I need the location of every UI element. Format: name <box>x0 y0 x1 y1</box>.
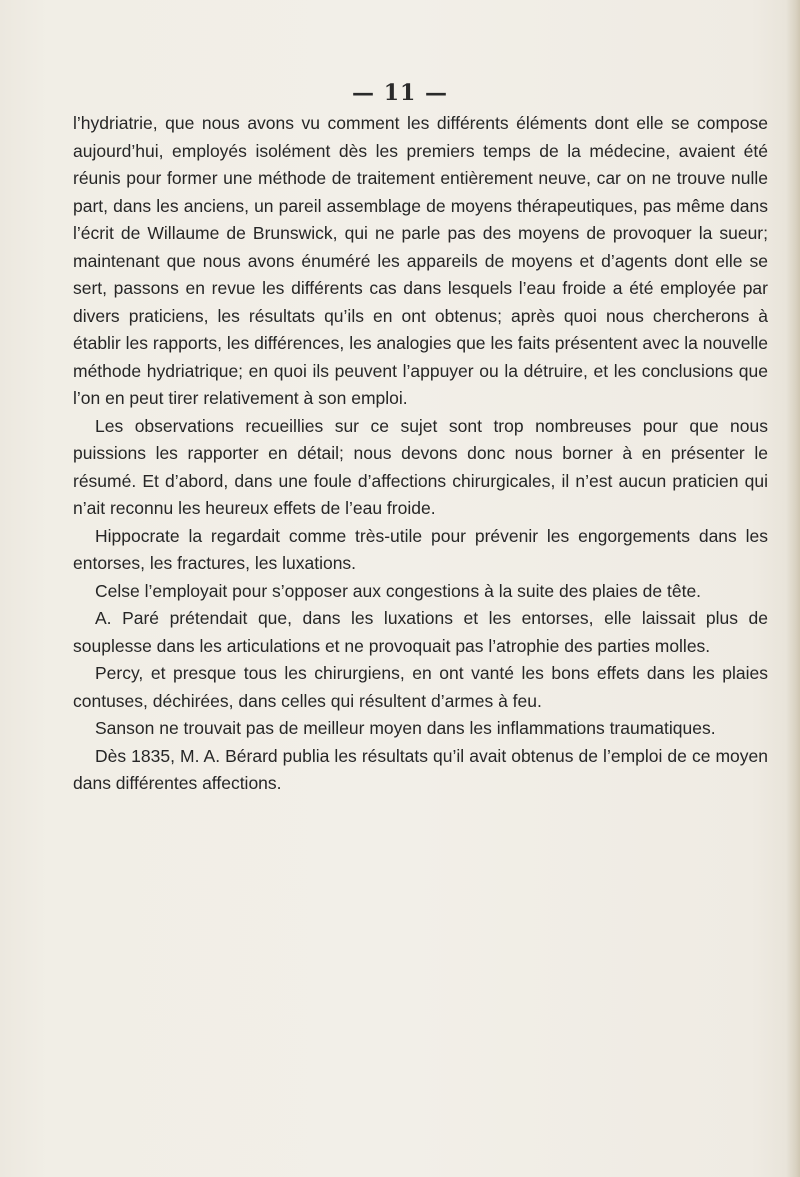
paragraph: Celse l’employait pour s’opposer aux congestions à la suite des plaies de tête. <box>95 580 702 601</box>
paragraph: A. Paré prétendait que, dans les luxations et les entorses, elle laissait plus de souplesse dans les articulations et ne provoquait pas l’atrophie des parties molles. <box>73 608 768 656</box>
page-edge <box>786 0 800 1177</box>
paragraph: Percy, et presque tous les chirurgiens, en ont vanté les bons effets dans les plaies contuses, déchirées, dans celles qui résultent d’armes à feu. <box>73 663 768 711</box>
paragraph: Hippocrate la regardait comme très-utile pour prévenir les engorgements dans les entorses, les fractures, les luxations. <box>73 525 768 573</box>
paragraph: Dès 1835, M. A. Bérard publia les résultats qu’il avait obtenus de l’emploi de ce moyen dans différentes affections. <box>73 745 768 793</box>
body-text <box>73 110 768 798</box>
paragraph: Les observations recueillies sur ce sujet sont trop nombreuses pour que nous puissions les rapporter en détail; nous devons donc nous borner à en présenter le résumé. Et d’abord, dans une foule d’affections chirurgicales, il n’est aucun praticien qui n’ait reconnu les heureux effets de l’eau froide. <box>73 415 768 518</box>
page-number: — 11 — <box>352 80 448 106</box>
paragraph: Sanson ne trouvait pas de meilleur moyen dans les inflammations traumatiques. <box>95 718 716 738</box>
paragraph: l’hydriatrie, que nous avons vu comment les différents éléments dont elle se compose aujourd’hui, employés isolément dès les premiers temps de la médecine, avaient été réunis pour former une méthode de traitement entièrement neuve, car on ne trouve nulle part, dans les anciens, un pareil assemblage de moyens thérapeutiques, pas même dans l’écrit de Willaume de Brunswick, qui ne parle pas des moyens de provoquer la sueur; maintenant que nous avons énuméré les appareils de moyens et d’agents dont elle se sert, passons en revue les différents cas dans lesquels l’eau froide a été employée par divers praticiens, les résultats qu’ils en ont obtenus; après quoi nous chercherons à établir les rapports, les différences, les analogies que les faits présentent avec la nouvelle méthode hydriatrique; en quoi ils peuvent l’appuyer ou la détruire, et les conclusions que l’on en peut tirer relativement à son emploi. <box>73 113 768 408</box>
